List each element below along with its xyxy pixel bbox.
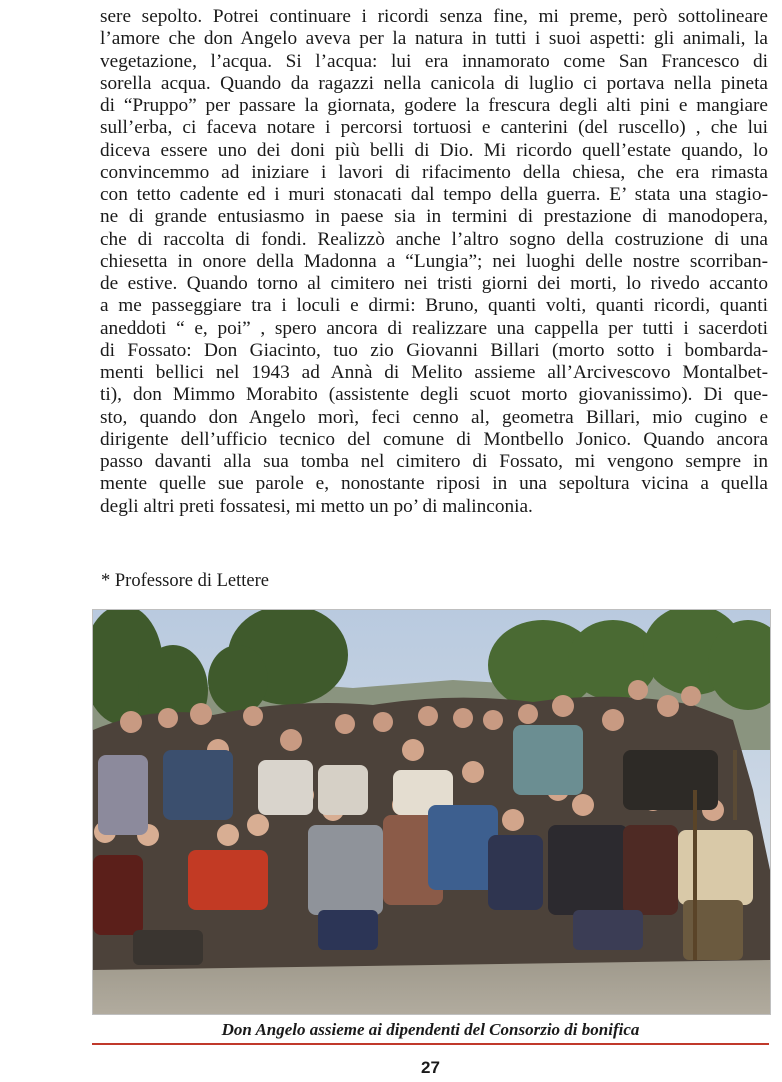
body-line: menti bellici nel 1943 ad Annà di Melito assieme all’Arcivescovo Montalbet- — [100, 362, 768, 383]
body-line: sorella acqua. Quando da ragazzi nella canicola di luglio ci portava nella pineta — [100, 72, 768, 94]
body-line: mente quelle sue parole e, nonostante riposi in una sepoltura vicina a quella — [100, 473, 768, 495]
body-line: dirigente dell’ufficio tecnico del comune di Montbello Jonico. Quando ancora — [100, 428, 768, 450]
body-line: aneddoti “ e, poi” , spero ancora di realizzare una cappella per tutti i sacerdoti — [100, 317, 768, 339]
body-line: di Fossato: Don Giacinto, tuo zio Giovanni Billari (morto sotto i bombarda- — [100, 339, 768, 361]
body-line: passo davanti alla sua tomba nel cimitero di Fossato, mi vengono sempre in — [100, 451, 768, 472]
body-line: con tetto cadente ed i muri stonacati dal tempo della guerra. E’ stata una stagio- — [100, 184, 768, 205]
body-line: l’amore che don Angelo aveva per la natura in tutti i suoi aspetti: gli animali, la — [100, 28, 768, 50]
red-divider-rule — [92, 1043, 769, 1045]
page-number: 27 — [421, 1058, 440, 1077]
body-line: degli altri preti fossatesi, mi metto un po’ di malinconia. — [100, 495, 533, 517]
body-line: sere sepolto. Potrei continuare i ricordi senza fine, mi preme, però sottolineare — [100, 6, 768, 27]
body-line: a me passeggiare tra i loculi e dirmi: Bruno, quanti volti, quanti ricordi, quanti — [100, 295, 768, 317]
body-line: ne di grande entusiasmo in paese sia in termini di prestazione di manodopera, — [100, 206, 768, 228]
footnote: * Professore di Lettere — [101, 571, 269, 591]
body-line: sull’erba, ci faceva notare i percorsi tortuosi e canterini (del ruscello) , che lui — [100, 117, 768, 139]
body-line: convincemmo ad iniziare i lavori di rifacimento della chiesa, che era rimasta — [100, 161, 768, 183]
body-line: sto, quando don Angelo morì, feci cenno al, geometra Billari, mio cugino e — [100, 406, 768, 428]
photo-caption: Don Angelo assieme ai dipendenti del Consorzio di bonifica — [221, 1020, 640, 1039]
body-line: ti), don Mimmo Morabito (assistente degli scuot morto giovanissimo). Di que- — [100, 384, 768, 406]
body-line: chiesetta in onore della Madonna a “Lungia”; nei luoghi delle nostre scorriban- — [100, 250, 768, 272]
body-line: de estive. Quando torno al cimitero nei tristi giorni dei morti, lo rivedo accanto — [100, 273, 768, 294]
group-photo — [92, 609, 771, 1015]
body-line: vegetazione, l’acqua. Si l’acqua: lui era innamorato come San Francesco di — [100, 50, 768, 72]
body-text — [100, 6, 768, 518]
body-line: di “Pruppo” per passare la giornata, godere la frescura degli alti pini e mangiare — [100, 95, 768, 116]
body-line: diceva essere uno dei doni più belli di Dio. Mi ricordo quell’estate quando, lo — [100, 139, 768, 161]
body-line: che di raccolta di fondi. Realizzò anche l’altro sogno della costruzione di una — [100, 228, 768, 250]
